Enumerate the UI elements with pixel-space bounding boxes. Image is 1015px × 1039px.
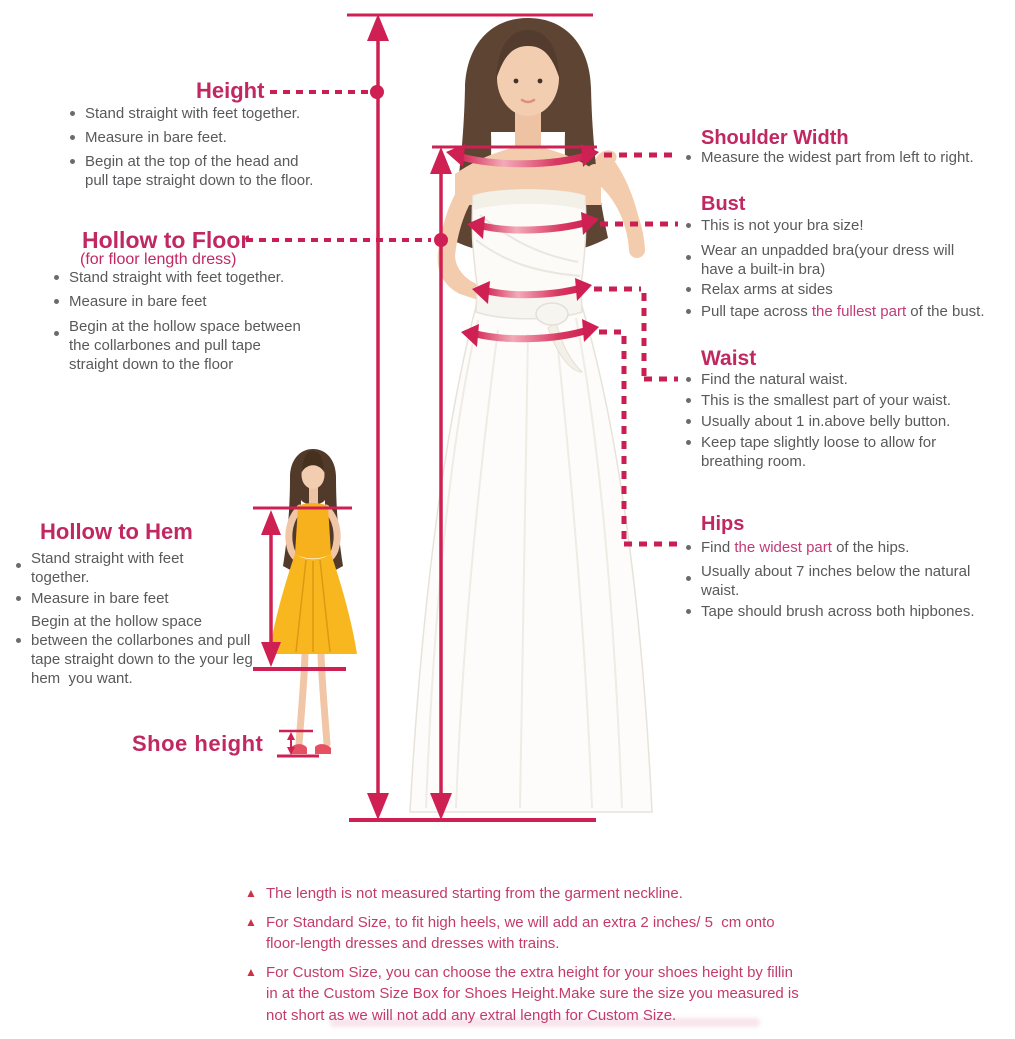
list-item: Stand straight with feet together.	[62, 104, 362, 123]
bullet-dot-icon	[54, 275, 59, 280]
bullet-dot-icon	[686, 223, 691, 228]
cropped-text-artifact	[330, 1018, 760, 1027]
list-item-continuation: the collarbones and pull tape	[69, 337, 261, 354]
list-item: Measure in bare feet.	[62, 128, 362, 147]
list-item: Measure in bare feet	[46, 292, 366, 311]
height-arrow-down-icon	[367, 793, 389, 820]
list-item: Measure in bare feet	[8, 589, 298, 608]
list-item: Tape should brush across both hipbones.	[678, 602, 1013, 621]
list-item-continuation: together.	[31, 569, 90, 586]
height-section	[62, 104, 362, 190]
model-eye-left	[514, 79, 519, 84]
hollow-floor-section	[46, 268, 366, 374]
triangle-bullet-icon: ▲	[245, 886, 257, 900]
hollow-hem-section	[8, 549, 298, 688]
height-title: Height	[196, 78, 265, 103]
height-dash-dot	[370, 85, 384, 99]
bullet-dot-icon	[686, 309, 691, 314]
list-item: Begin at the hollow space between	[46, 317, 366, 336]
model-forearm-right	[608, 164, 637, 250]
list-item-continuation: pull tape straight down to the floor.	[85, 172, 314, 189]
bullet-dot-icon	[686, 155, 691, 160]
list-item-continuation: hem you want.	[31, 670, 133, 687]
shoe-arrow-up-icon	[287, 732, 295, 740]
footnote	[245, 962, 885, 1027]
list-item: Stand straight with feet together.	[46, 268, 366, 287]
bullet-dot-icon	[686, 287, 691, 292]
list-item: Wear an unpadded bra(your dress will	[678, 241, 1013, 260]
list-item: Usually about 7 inches below the natural	[678, 562, 1013, 581]
list-item-continuation: have a built-in bra)	[701, 261, 826, 278]
bullet-dot-icon	[54, 299, 59, 304]
list-item: Begin at the top of the head and	[62, 152, 362, 171]
hem-arrow-up-icon	[261, 510, 281, 535]
footnote-line: For Standard Size, to fit high heels, we will add an extra 2 inches/ 5 cm onto	[266, 913, 775, 931]
waist-title: Waist	[701, 347, 757, 370]
small-dress-bodice	[295, 503, 331, 559]
bullet-dot-icon	[686, 440, 691, 445]
footnote-line: For Custom Size, you can choose the extra height for your shoes height by fillin	[266, 963, 793, 981]
bullet-dot-icon	[16, 638, 21, 643]
list-item: Find the widest part of the hips.	[678, 538, 1013, 557]
footnote	[245, 883, 885, 905]
list-item: Pull tape across the fullest part of the bust.	[678, 302, 1013, 321]
footnote-line: The length is not measured starting from the garment neckline.	[266, 885, 683, 902]
list-item-continuation: straight down to the floor	[69, 356, 234, 373]
footnote-line: not short as we will not add any extral length for Custom Size.	[266, 1006, 677, 1024]
bust-section	[678, 216, 1013, 321]
list-item: Relax arms at sides	[678, 280, 1013, 299]
hips-section	[678, 538, 1013, 621]
list-item-continuation: Begin at the hollow space	[31, 613, 202, 630]
hips-title: Hips	[701, 513, 745, 535]
model-eye-right	[538, 79, 543, 84]
footnotes	[245, 883, 885, 1033]
gown-bow	[536, 303, 568, 325]
hollow-hem-title: Hollow to Hem	[40, 519, 193, 544]
bullet-dot-icon	[686, 419, 691, 424]
triangle-bullet-icon: ▲	[245, 914, 257, 929]
shoe-height-title: Shoe height	[132, 731, 264, 756]
hollow-dash-dot	[434, 233, 448, 247]
bust-title: Bust	[701, 193, 746, 215]
bullet-dot-icon	[70, 111, 75, 116]
small-neck	[309, 487, 318, 505]
footnote	[245, 912, 885, 955]
shoulder-width-title: Shoulder Width	[701, 127, 849, 149]
bullet-dot-icon	[686, 545, 691, 550]
list-item: Stand straight with feet	[8, 549, 298, 568]
list-item-continuation: tape straight down to the your leg	[31, 651, 253, 668]
shoulder-width-section	[678, 148, 1008, 167]
footnote-line: floor-length dresses and dresses with trains.	[266, 935, 560, 952]
footnote-line: in at the Custom Size Box for Shoes Height.Make sure the size you measured is	[266, 985, 799, 1002]
hollow-floor-subtitle: (for floor length dress)	[80, 251, 237, 268]
list-item: between the collarbones and pull	[8, 631, 298, 650]
bullet-dot-icon	[686, 609, 691, 614]
waist-arrowhead-right-icon	[575, 278, 592, 301]
list-item: This is not your bra size!	[678, 216, 1013, 235]
height-arrow-up-icon	[367, 14, 389, 41]
bullet-dot-icon	[70, 159, 75, 164]
list-item: This is the smallest part of your waist.	[678, 391, 1013, 410]
list-item: Measure the widest part from left to right.	[678, 148, 1008, 167]
bullet-dot-icon	[70, 135, 75, 140]
list-item-continuation: breathing room.	[701, 453, 807, 470]
model-figure	[410, 18, 652, 812]
list-item: Keep tape slightly loose to allow for	[678, 433, 1013, 452]
bullet-dot-icon	[686, 398, 691, 403]
hollow-floor-title: Hollow to Floor	[82, 227, 250, 253]
triangle-bullet-icon: ▲	[245, 964, 257, 979]
list-item: Usually about 1 in.above belly button.	[678, 412, 1013, 431]
bullet-dot-icon	[686, 377, 691, 382]
list-item: Find the natural waist.	[678, 370, 1013, 389]
gown-skirt	[410, 306, 652, 812]
bullet-dot-icon	[16, 596, 21, 601]
waist-section	[678, 370, 1013, 471]
list-item-continuation: waist.	[701, 582, 740, 599]
